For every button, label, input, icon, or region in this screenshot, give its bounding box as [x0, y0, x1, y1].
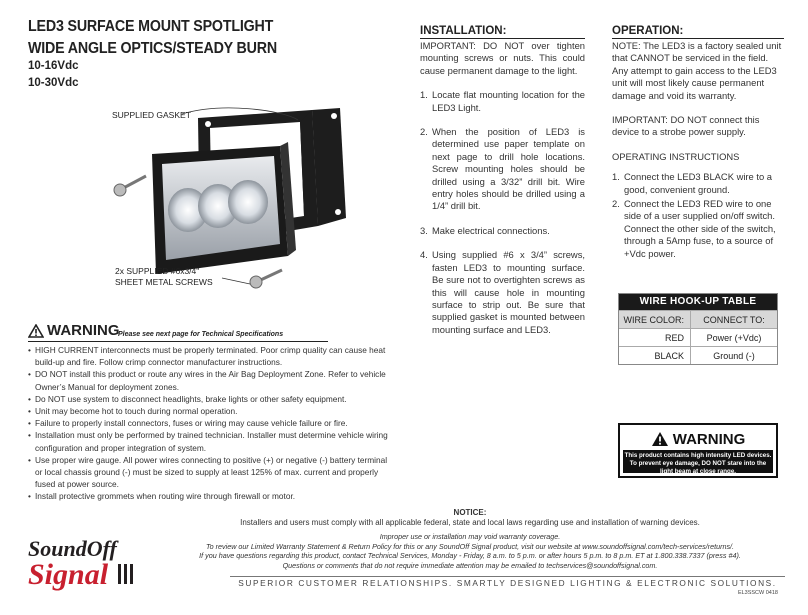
title-line-1: LED3 SURFACE MOUNT SPOTLIGHT: [28, 18, 274, 35]
warning-triangle-icon: [28, 324, 44, 338]
operation-important: IMPORTANT: DO NOT connect this device to a strobe power supply.: [612, 114, 760, 138]
spec-note: Please see next page for Technical Specifications: [118, 331, 284, 338]
installation-step: 4. Using supplied #6 x 3/4” screws, fasten LED3 to mounting surface. Be sure not to overtighten screws as this will cause hole in mounting surface to strip out. Be sure that supplied gasket is mounted between mounting surface and LED3.: [420, 249, 585, 335]
screws-label: [115, 266, 213, 288]
warning-triangle-icon: [651, 431, 669, 447]
fine-print-line: Improper use or installation may void warranty coverage.: [379, 532, 561, 541]
warning-item: • Install protective grommets when routing wire through firewall or motor.: [28, 490, 393, 502]
connect-to-cell: Ground (-): [713, 351, 755, 361]
slogan: SUPERIOR CUSTOMER RELATIONSHIPS. SMARTLY DESIGNED LIGHTING & ELECTRONIC SOLUTIONS.: [238, 578, 777, 588]
divider: [230, 576, 785, 577]
wire-color-cell: BLACK: [619, 347, 691, 364]
installation-intro: IMPORTANT: DO NOT over tighten mounting screws or nuts. This could cause permanent damage to the light.: [420, 40, 585, 76]
notice-heading: NOTICE:: [453, 508, 487, 517]
screws-label-line-1: 2x SUPPLIED #6x3/4": [115, 266, 200, 276]
installation-steps: [420, 89, 585, 336]
warning-item: • Failure to properly install connectors, fuses or wiring may cause vehicle failure or fire.: [28, 417, 393, 429]
operation-steps: [612, 171, 784, 260]
screw: [250, 270, 282, 288]
logo-word-soundoff: SoundOff: [28, 536, 117, 561]
model-list: [28, 58, 79, 92]
logo-word-signal: Signal: [28, 558, 109, 591]
table-title: WIRE HOOK-UP TABLE: [619, 294, 777, 310]
warning-item: • Use proper wire gauge. All power wires connecting to positive (+) or negative (-) battery terminal or local chassis ground (-) must be sized to supply at least 125% of max. current and properly fused at power source.: [28, 454, 393, 491]
warning-item: • Unit may become hot to touch during normal operation.: [28, 405, 393, 417]
model-row: [28, 75, 79, 92]
table-header-row: [619, 310, 777, 328]
table-row: [619, 328, 777, 346]
model-voltage: 10-16Vdc: [28, 60, 79, 72]
document-code: EL3SSCW 0418: [737, 590, 778, 596]
led3-light: [152, 142, 296, 274]
notice: [150, 508, 790, 528]
warning-header: [28, 322, 328, 342]
warning-title: [28, 322, 120, 339]
wire-color-cell: RED: [619, 329, 691, 346]
warning-item: • Installation must only be performed by trained technician. Installer must determine vehicle wiring configuration and proper integration of system.: [28, 429, 393, 453]
installation-heading: INSTALLATION:: [420, 25, 507, 37]
installation-step: 3. Make electrical connections.: [420, 224, 550, 236]
connect-to-cell: Power (+Vdc): [706, 333, 762, 343]
warning-item: • Do NOT use system to disconnect headlights, brake lights or other safety equipment.: [28, 393, 393, 405]
wire-hookup-table: [618, 293, 778, 365]
installation-section: [420, 24, 585, 348]
led-warning-title: WARNING: [623, 428, 773, 450]
warning-item: • DO NOT install this product or route any wires in the Air Bag Deployment Zone. Refer to vehicle Owner’s Manual for deployment zones.: [28, 368, 393, 392]
model-voltage: 10-30Vdc: [28, 77, 79, 89]
warning-item: • HIGH CURRENT interconnects must be properly terminated. Poor crimp quality can cause heat build-up and fire. Follow crimp connector manufacturer instructions.: [28, 344, 393, 368]
screw: [114, 176, 146, 196]
document-title: [28, 16, 277, 60]
fine-print-line: To review our Limited Warranty Statement & Return Policy for this or any SoundOff Signal product, visit our website at www.soundoffsignal.com/tech-services/returns/.: [205, 541, 735, 551]
divider: [420, 38, 585, 39]
warning-heading: WARNING: [47, 322, 120, 339]
soundoff-signal-logo: [26, 534, 156, 592]
title-line-2: WIDE ANGLE OPTICS/STEADY BURN: [28, 40, 277, 57]
operation-heading: OPERATION:: [612, 25, 684, 37]
fine-print-line: Questions or comments that do not require immediate attention may be emailed to techservices@soundoffsignal.com.: [282, 560, 658, 570]
operation-section: [612, 24, 784, 262]
operation-step: 2. Connect the LED3 RED wire to one side of a user supplied on/off switch. Connect the other side of the switch, through a 5Amp fuse, to a source of +Vdc power.: [612, 198, 776, 259]
installation-step: 2. When the position of LED3 is determined use paper template on next page to drill hole locations. Screw mounting holes should be drilled using a 3/32” drill bit. Wire entry holes should be drilled using a 1/4” drill bit.: [420, 126, 585, 212]
fine-print: [150, 532, 790, 570]
led-warning-box: [618, 423, 778, 478]
logo-stripes: [118, 564, 133, 584]
column-header: CONNECT TO:: [703, 315, 765, 325]
divider: [612, 38, 784, 39]
gasket-label: SUPPLIED GASKET: [112, 110, 191, 120]
table-row: [619, 346, 777, 364]
screws-label-line-2: SHEET METAL SCREWS: [115, 277, 213, 287]
operation-step: 1. Connect the LED3 BLACK wire to a good, convenient ground.: [612, 171, 772, 195]
led-warning-text: This product contains high intensity LED devices. To prevent eye damage, DO NOT stare into the light beam at close range.: [624, 452, 772, 475]
operating-instructions-heading: OPERATING INSTRUCTIONS: [612, 150, 740, 162]
operation-note: NOTE: The LED3 is a factory sealed unit that CANNOT be serviced in the field. Any attempt to gain access to the LED3 unit will most likely cause permanent damage and void its warranty.: [612, 40, 782, 101]
notice-text: Installers and users must comply with all applicable federal, state and local laws regarding use and installation of warning devices.: [240, 518, 700, 527]
warning-list: [28, 344, 393, 503]
column-header: WIRE COLOR:: [619, 311, 691, 328]
installation-step: 1. Locate flat mounting location for the LED3 Light.: [420, 89, 585, 113]
model-row: [28, 58, 79, 75]
fine-print-line: If you have questions regarding this product, contact Technical Services, Monday - Friday, 8 a.m. to 5 p.m. or after hours 5 p.m. to 8 p.m. ET at 1.800.338.7337 (press #4).: [199, 551, 741, 560]
